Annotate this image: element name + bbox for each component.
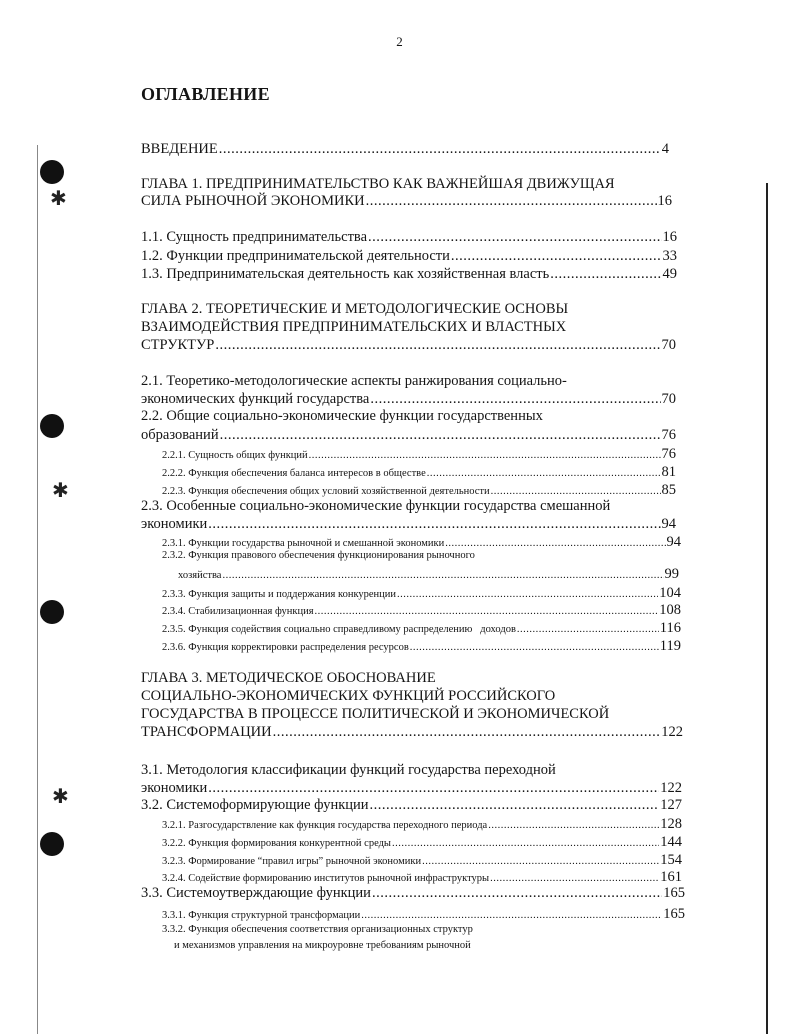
toc-entry-2-1-line-2: экономических функций государства ..... 70 (141, 391, 676, 408)
punch-hole-1 (40, 160, 64, 184)
toc-entry-3-3-2-line-2: и механизмов управления на микроуровне требованиям рыночной (174, 940, 471, 951)
page-number: 2 (396, 34, 403, 49)
toc-entry-2-3-1: 2.3.1. Функции государства рыночной и смешанной экономики ..... 94 (162, 534, 681, 551)
chapter-3-title-line-2: СОЦИАЛЬНО-ЭКОНОМИЧЕСКИХ ФУНКЦИЙ РОССИЙСКОГО (141, 688, 556, 704)
toc-entry-2-3-4: 2.3.4. Стабилизационная функция ..... 108 (162, 602, 681, 619)
toc-entry-2-2-2: 2.2.2. Функция обеспечения баланса интересов в обществе ..... 81 (162, 464, 676, 481)
punch-hole-2 (40, 414, 64, 438)
punch-hole-3 (40, 600, 64, 624)
toc-entry-2-2-line-2: образований ..... 76 (141, 427, 676, 444)
chapter-3-title-line-4: ТРАНСФОРМАЦИИ ..... 122 (141, 724, 683, 741)
toc-entry-2-3-line-1: 2.3. Особенные социально-экономические функции государства смешанной (141, 498, 611, 514)
toc-entry-3-3: 3.3. Системоутверждающие функции ..... 165 (141, 885, 685, 902)
toc-entry-2-3-6: 2.3.6. Функция корректировки распределения ресурсов ..... 119 (162, 638, 681, 655)
chapter-2-title-line-2: ВЗАИМОДЕЙСТВИЯ ПРЕДПРИНИМАТЕЛЬСКИХ И ВЛАСТНЫХ (141, 319, 567, 335)
chapter-1-title-line-1: ГЛАВА 1. ПРЕДПРИНИМАТЕЛЬСТВО КАК ВАЖНЕЙШАЯ ДВИЖУЩАЯ (141, 176, 615, 192)
toc-entry-3-3-1: 3.3.1. Функция структурной трансформации ..... 165 (162, 906, 685, 923)
chapter-2-title-line-3: СТРУКТУР ..... 70 (141, 337, 676, 354)
toc-entry-3-2-4: 3.2.4. Содействие формированию институтов рыночной инфраструктуры ..... 161 (162, 869, 682, 886)
toc-entry-3-1-line-1: 3.1. Методология классификации функций государства переходной (141, 762, 556, 778)
toc-entry-2-2-3: 2.2.3. Функция обеспечения общих условий хозяйственной деятельности ..... 85 (162, 482, 676, 499)
chapter-2-title-line-1: ГЛАВА 2. ТЕОРЕТИЧЕСКИЕ И МЕТОДОЛОГИЧЕСКИЕ ОСНОВЫ (141, 301, 569, 317)
toc-entry-3-2-2: 3.2.2. Функция формирования конкурентной среды ..... 144 (162, 834, 682, 851)
toc-entry-2-1-line-1: 2.1. Теоретико-методологические аспекты ранжирования социально- (141, 373, 567, 389)
toc-entry-3-1-line-2: экономики ..... 122 (141, 780, 682, 797)
toc-entry-2-3-line-2: экономики ..... 94 (141, 516, 676, 533)
toc-entry-2-3-5: 2.3.5. Функция содействия социально справедливому распределению доходов ..... 116 (162, 620, 681, 637)
punch-hole-4 (40, 832, 64, 856)
toc-entry-introduction: ВВЕДЕНИЕ ..... 4 (141, 141, 669, 158)
toc-entry-3-2-1: 3.2.1. Разгосударствление как функция государства переходного периода ..... 128 (162, 816, 682, 833)
toc-entry-2-3-2-line-2: хозяйства ..... 99 (178, 566, 679, 583)
chapter-1-title-line-2: СИЛА РЫНОЧНОЙ ЭКОНОМИКИ ..... 16 (141, 193, 672, 210)
ink-blot-1: ✱ (50, 186, 67, 210)
toc-heading: ОГЛАВЛЕНИЕ (141, 84, 270, 104)
toc-entry-2-2-1: 2.2.1. Сущность общих функций ..... 76 (162, 446, 676, 463)
toc-entry-3-2-3: 3.2.3. Формирование “правил игры” рыночной экономики ..... 154 (162, 852, 682, 869)
chapter-3-title-line-1: ГЛАВА 3. МЕТОДИЧЕСКОЕ ОБОСНОВАНИЕ (141, 670, 436, 686)
toc-entry-3-3-2-line-1: 3.3.2. Функция обеспечения соответствия организационных структур (162, 924, 473, 935)
ink-blot-3: ✱ (52, 784, 69, 808)
toc-entry-2-2-line-1: 2.2. Общие социально-экономические функции государственных (141, 408, 543, 424)
toc-entry-2-3-2-line-1: 2.3.2. Функция правового обеспечения функционирования рыночного (162, 550, 475, 561)
toc-entry-1-2: 1.2. Функции предпринимательской деятельности ..... 33 (141, 248, 677, 265)
chapter-3-title-line-3: ГОСУДАРСТВА В ПРОЦЕССЕ ПОЛИТИЧЕСКОЙ И ЭКОНОМИЧЕСКОЙ (141, 706, 610, 722)
left-margin-line (37, 145, 38, 1034)
toc-entry-2-3-3: 2.3.3. Функция защиты и поддержания конкуренции ..... 104 (162, 585, 681, 602)
right-edge-line (766, 183, 768, 1034)
toc-entry-1-3: 1.3. Предпринимательская деятельность как хозяйственная власть ..... 49 (141, 266, 677, 283)
ink-blot-2: ✱ (52, 478, 69, 502)
toc-entry-3-2: 3.2. Системоформирующие функции ..... 127 (141, 797, 682, 814)
toc-entry-1-1: 1.1. Сущность предпринимательства ..... 16 (141, 229, 677, 246)
